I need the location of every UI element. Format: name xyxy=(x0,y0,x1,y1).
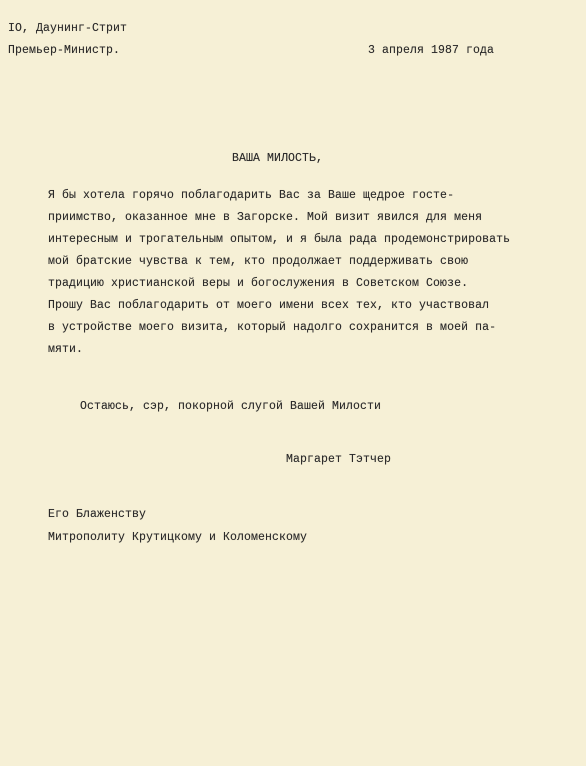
body-line: Я бы хотела горячо поблагодарить Вас за Ваше щедрое госте- xyxy=(48,189,455,202)
closing-phrase: Остаюсь, сэр, покорной слугой Вашей Милости xyxy=(80,400,382,413)
body-line: приимство, оказанное мне в Загорске. Мой визит явился для меня xyxy=(48,211,483,224)
sender-address-line2: Премьер-Министр. xyxy=(8,44,121,57)
salutation: ВАША МИЛОСТЬ, xyxy=(232,152,324,165)
recipient-line1: Его Блаженству xyxy=(48,508,147,521)
body-line: интересным и трогательным опытом, и я была рада продемонстрировать xyxy=(48,233,511,246)
body-line: мой братские чувства к тем, кто продолжает поддерживать свою xyxy=(48,255,469,268)
letter-date: 3 апреля 1987 года xyxy=(368,44,495,57)
body-line: Прошу Вас поблагодарить от моего имени всех тех, кто участвовал xyxy=(48,299,490,312)
body-line: в устройстве моего визита, который надолго сохранится в моей па- xyxy=(48,321,497,334)
sender-address-line1: IO, Даунинг-Стрит xyxy=(8,22,128,35)
letter-body xyxy=(48,185,578,361)
signature-name: Маргарет Тэтчер xyxy=(286,453,392,466)
recipient-line2: Митрополиту Крутицкому и Коломенскому xyxy=(48,531,308,544)
body-line: мяти. xyxy=(48,343,84,356)
body-line: традицию христианской веры и богослужения в Советском Союзе. xyxy=(48,277,469,290)
